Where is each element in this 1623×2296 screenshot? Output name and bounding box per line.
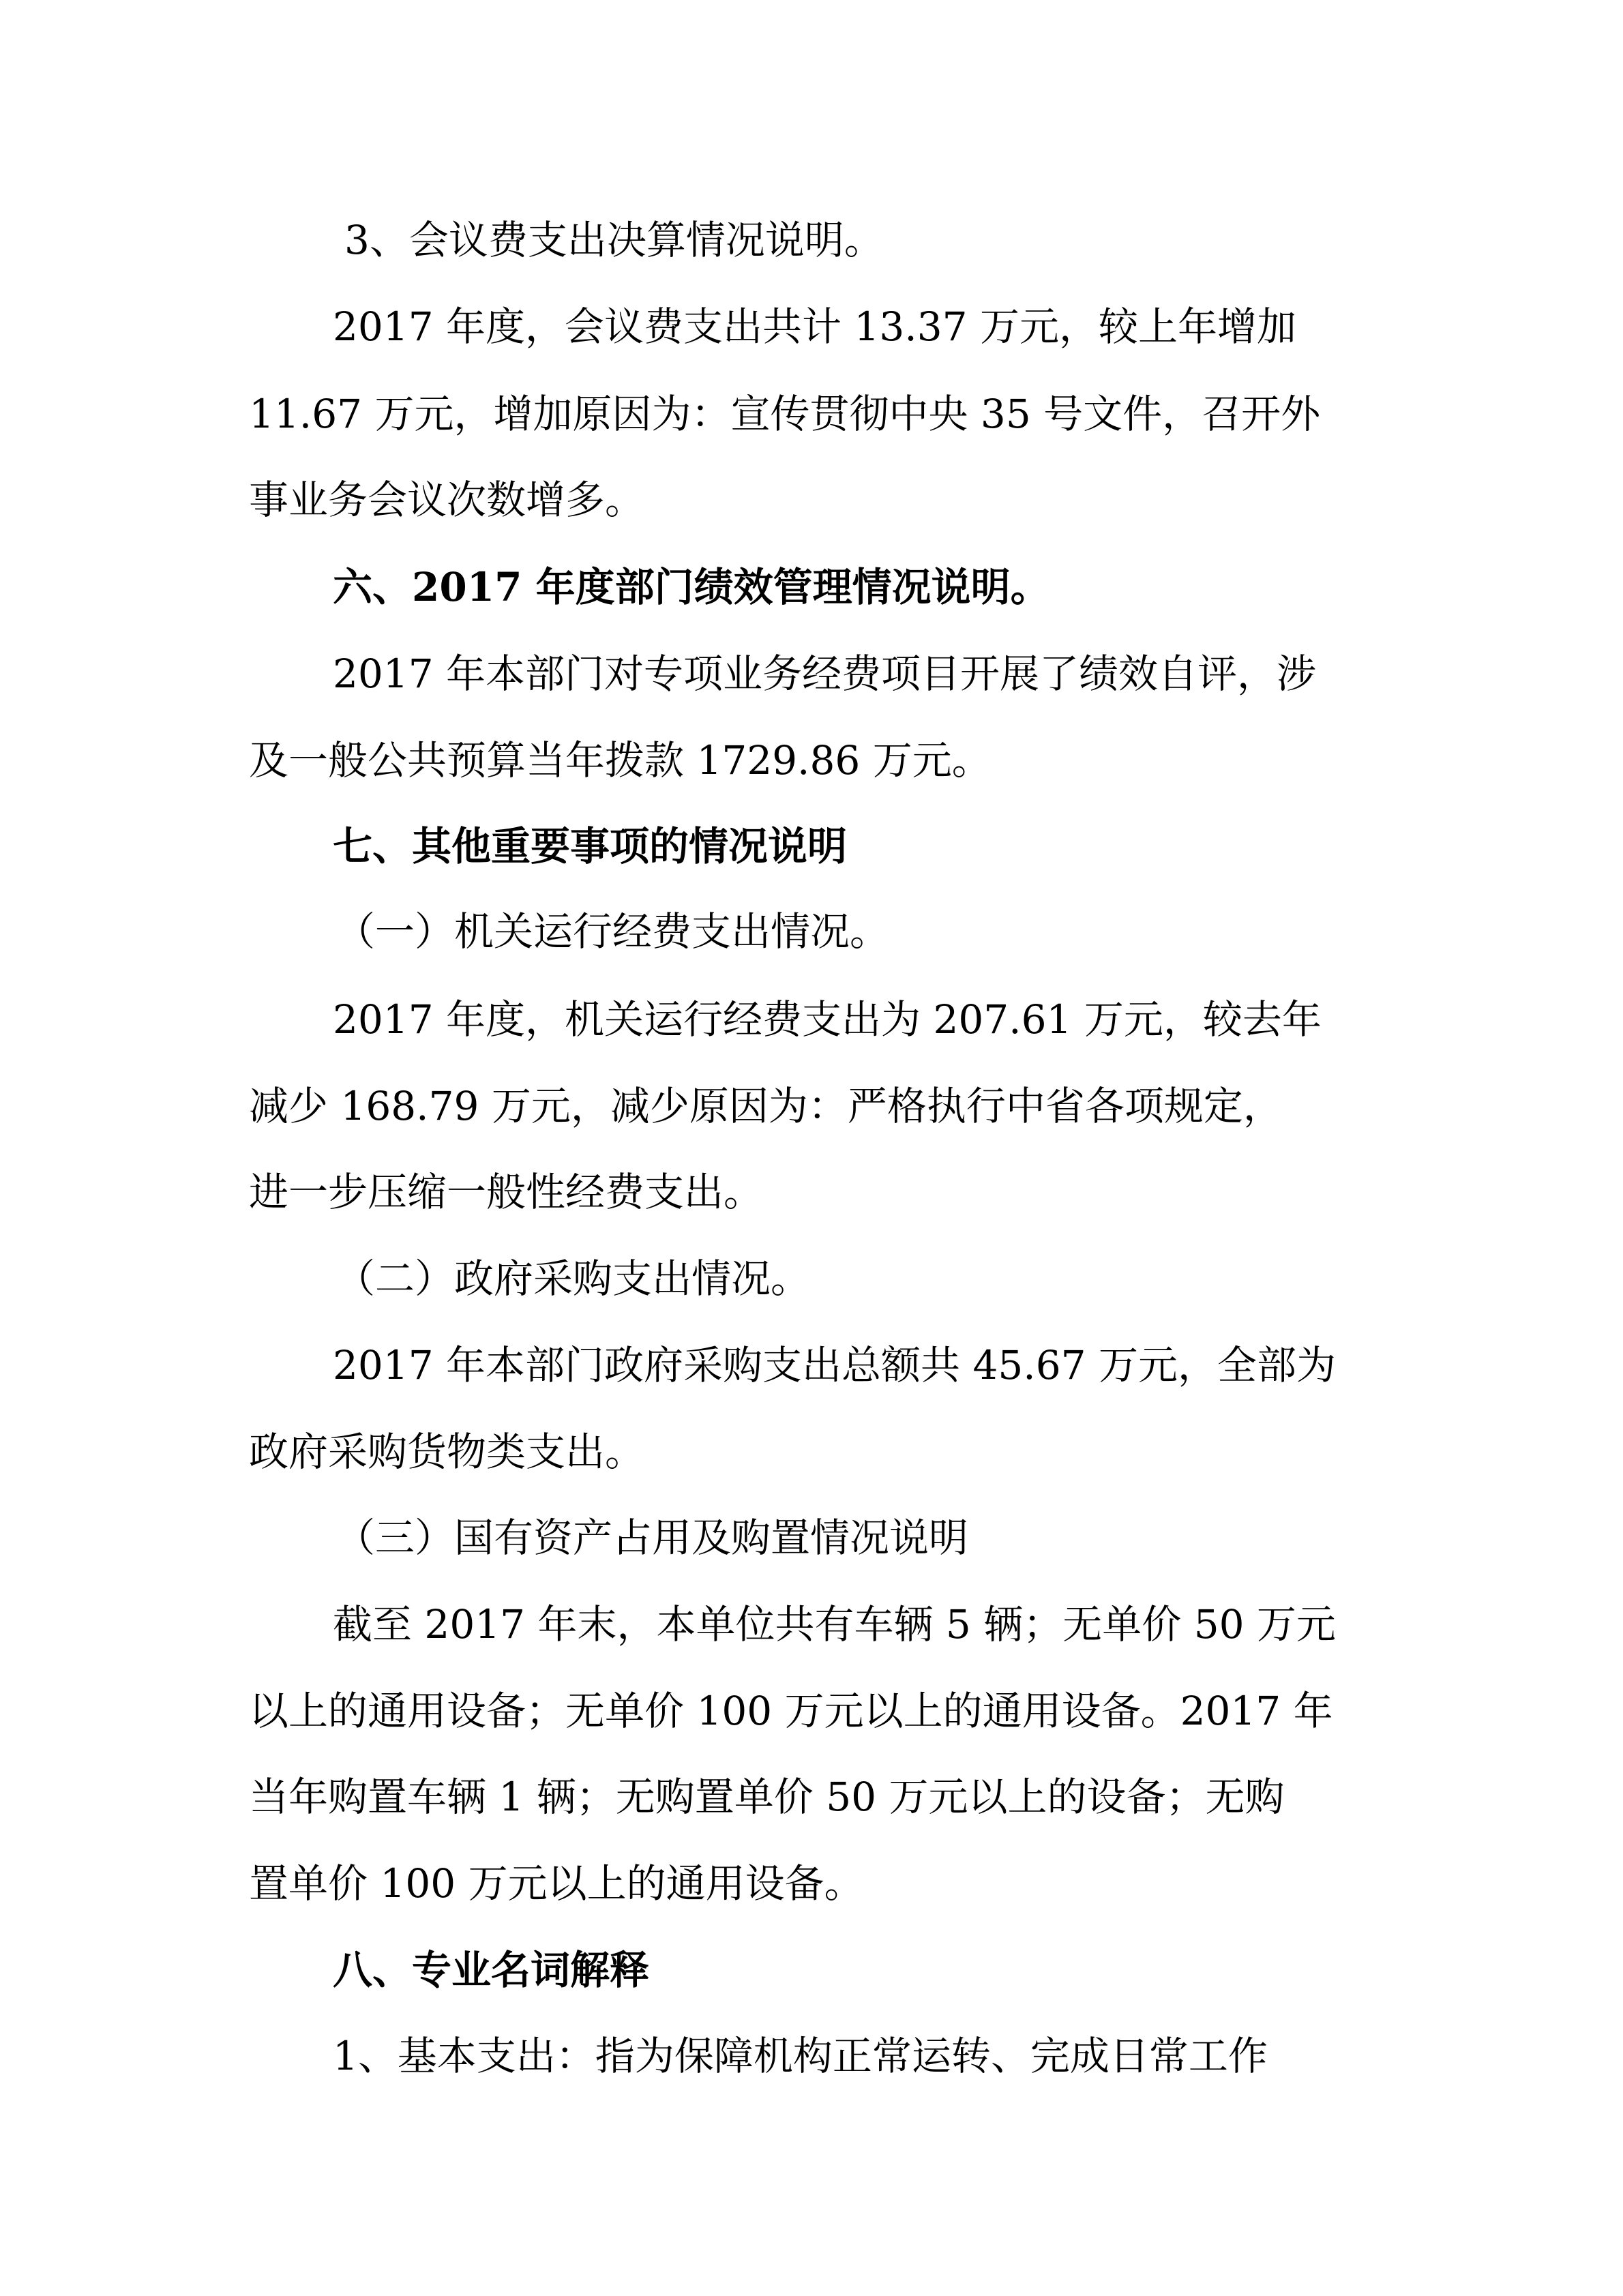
paragraph-line: 置单价 100 万元以上的通用设备。 — [249, 1860, 864, 1907]
paragraph-line: 事业务会议次数增多。 — [249, 477, 645, 523]
subheading-procurement: （二）政府采购支出情况。 — [336, 1255, 811, 1302]
paragraph-line: 2017 年本部门对专项业务经费项目开展了绩效自评，涉 — [333, 651, 1317, 697]
paragraph-line: 2017 年度，会议费支出共计 13.37 万元，较上年增加 — [333, 303, 1296, 350]
paragraph-line: 2017 年度，机关运行经费支出为 207.61 万元，较去年 — [333, 996, 1322, 1043]
paragraph-line: 减少 168.79 万元，减少原因为：严格执行中省各项规定， — [249, 1083, 1283, 1129]
paragraph-line: 政府采购货物类支出。 — [249, 1429, 645, 1475]
paragraph-line: 当年购置车辆 1 辆；无购置单价 50 万元以上的设备；无购 — [249, 1774, 1285, 1820]
section-heading-performance: 六、2017 年度部门绩效管理情况说明。 — [333, 564, 1050, 610]
paragraph-line: 11.67 万元，增加原因为：宣传贯彻中央 35 号文件，召开外 — [249, 391, 1321, 437]
subheading-operating-expenses: （一）机关运行经费支出情况。 — [336, 908, 890, 955]
subheading-state-assets: （三）国有资产占用及购置情况说明 — [336, 1515, 969, 1561]
paragraph-line: 以上的通用设备；无单价 100 万元以上的通用设备。2017 年 — [249, 1688, 1333, 1734]
paragraph-line: 截至 2017 年末，本单位共有车辆 5 辆；无单价 50 万元 — [333, 1601, 1336, 1648]
subheading-meeting-expenses: 3、会议费支出决算情况说明。 — [344, 217, 884, 263]
paragraph-line: 2017 年本部门政府采购支出总额共 45.67 万元，全部为 — [333, 1342, 1336, 1388]
section-heading-other-matters: 七、其他重要事项的情况说明 — [333, 823, 848, 869]
paragraph-line: 1、基本支出：指为保障机构正常运转、完成日常工作 — [333, 2033, 1268, 2079]
paragraph-line: 及一般公共预算当年拨款 1729.86 万元。 — [249, 737, 992, 784]
paragraph-line: 进一步压缩一般性经费支出。 — [249, 1169, 764, 1215]
section-heading-glossary: 八、专业名词解释 — [333, 1947, 650, 1993]
